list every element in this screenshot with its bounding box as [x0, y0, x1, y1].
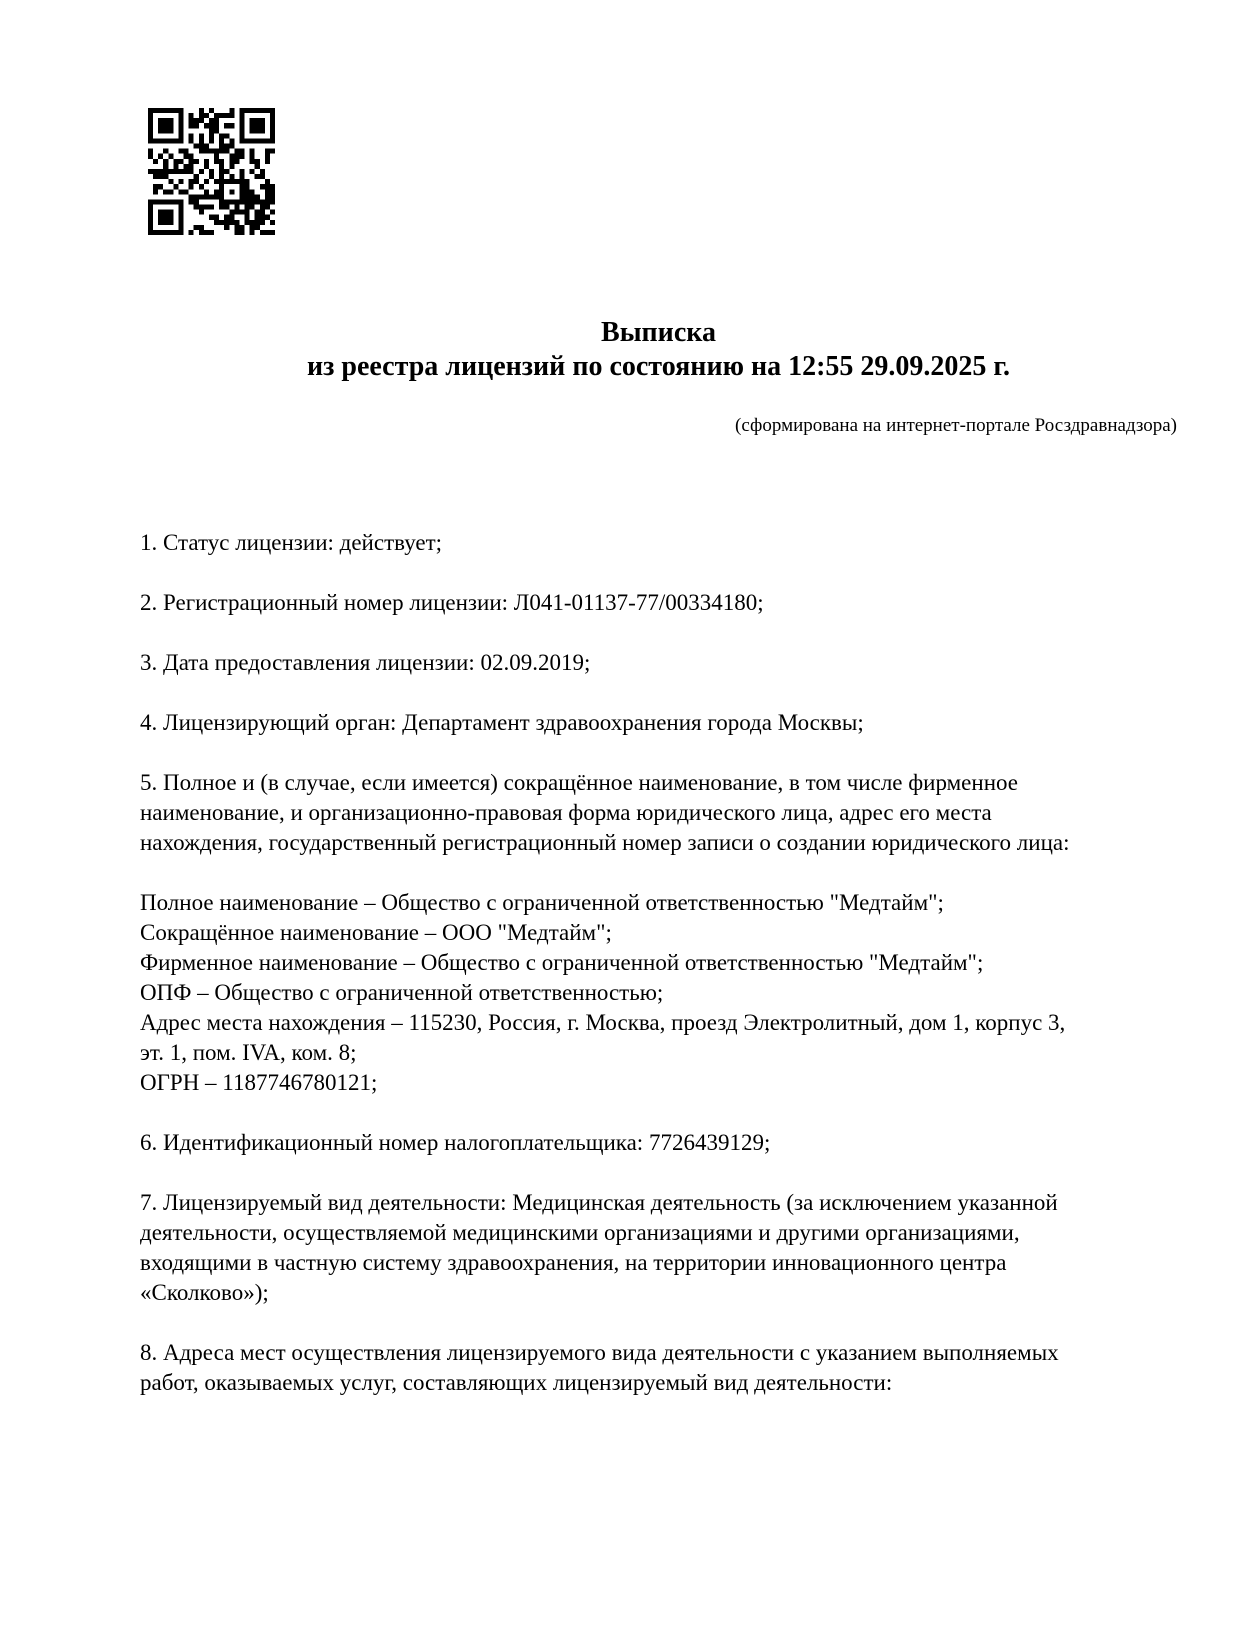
paragraph-line: «Сколково»);: [140, 1280, 269, 1305]
qr-code-icon: [148, 108, 275, 235]
paragraph-line: 8. Адреса мест осуществления лицензируемого вида деятельности с указанием выполняемых: [140, 1340, 1059, 1365]
paragraph-4: [140, 708, 1177, 738]
paragraph-line: 2. Регистрационный номер лицензии: Л041-01137-77/00334180;: [140, 590, 764, 615]
paragraph-line: 4. Лицензирующий орган: Департамент здравоохранения города Москвы;: [140, 710, 864, 735]
paragraph-8: [140, 1188, 1177, 1308]
paragraph-5: [140, 768, 1177, 858]
paragraph-line: 5. Полное и (в случае, если имеется) сокращённое наименование, в том числе фирменное: [140, 770, 1018, 795]
paragraph-2: [140, 588, 1177, 618]
document-subtitle: (сформирована на интернет-портале Росздравнадзора): [735, 415, 1177, 436]
paragraph-line: наименование, и организационно-правовая форма юридического лица, адрес его места: [140, 800, 992, 825]
paragraph-line: ОГРН – 1187746780121;: [140, 1070, 378, 1095]
paragraph-line: 7. Лицензируемый вид деятельности: Медицинская деятельность (за исключением указанной: [140, 1190, 1058, 1215]
document-title: [140, 316, 1177, 384]
paragraph-line: 3. Дата предоставления лицензии: 02.09.2019;: [140, 650, 591, 675]
paragraph-1: [140, 528, 1177, 558]
paragraph-9: [140, 1338, 1177, 1398]
paragraph-line: 1. Статус лицензии: действует;: [140, 530, 443, 555]
paragraph-line: Адрес места нахождения – 115230, Россия, г. Москва, проезд Электролитный, дом 1, корпус 3,: [140, 1010, 1066, 1035]
paragraph-line: 6. Идентификационный номер налогоплательщика: 7726439129;: [140, 1130, 771, 1155]
paragraph-line: ОПФ – Общество с ограниченной ответственностью;: [140, 980, 664, 1005]
title-line-2: из реестра лицензий по состоянию на 12:55 29.09.2025 г.: [307, 351, 1010, 382]
paragraph-line: Сокращённое наименование – ООО "Медтайм";: [140, 920, 612, 945]
paragraph-3: [140, 648, 1177, 678]
paragraph-line: эт. 1, пом. IVA, ком. 8;: [140, 1040, 357, 1065]
paragraph-line: нахождения, государственный регистрационный номер записи о создании юридического лица:: [140, 830, 1070, 855]
paragraph-line: деятельности, осуществляемой медицинскими организациями и другими организациями,: [140, 1220, 1020, 1245]
paragraph-line: входящими в частную систему здравоохранения, на территории инновационного центра: [140, 1250, 1007, 1275]
paragraph-line: Полное наименование – Общество с ограниченной ответственностью "Медтайм";: [140, 890, 944, 915]
document-body: [140, 528, 1177, 1398]
title-line-1: Выписка: [601, 317, 716, 348]
paragraph-7: [140, 1128, 1177, 1158]
paragraph-line: работ, оказываемых услуг, составляющих лицензируемый вид деятельности:: [140, 1370, 893, 1395]
paragraph-6: [140, 888, 1177, 1098]
paragraph-line: Фирменное наименование – Общество с ограниченной ответственностью "Медтайм";: [140, 950, 984, 975]
